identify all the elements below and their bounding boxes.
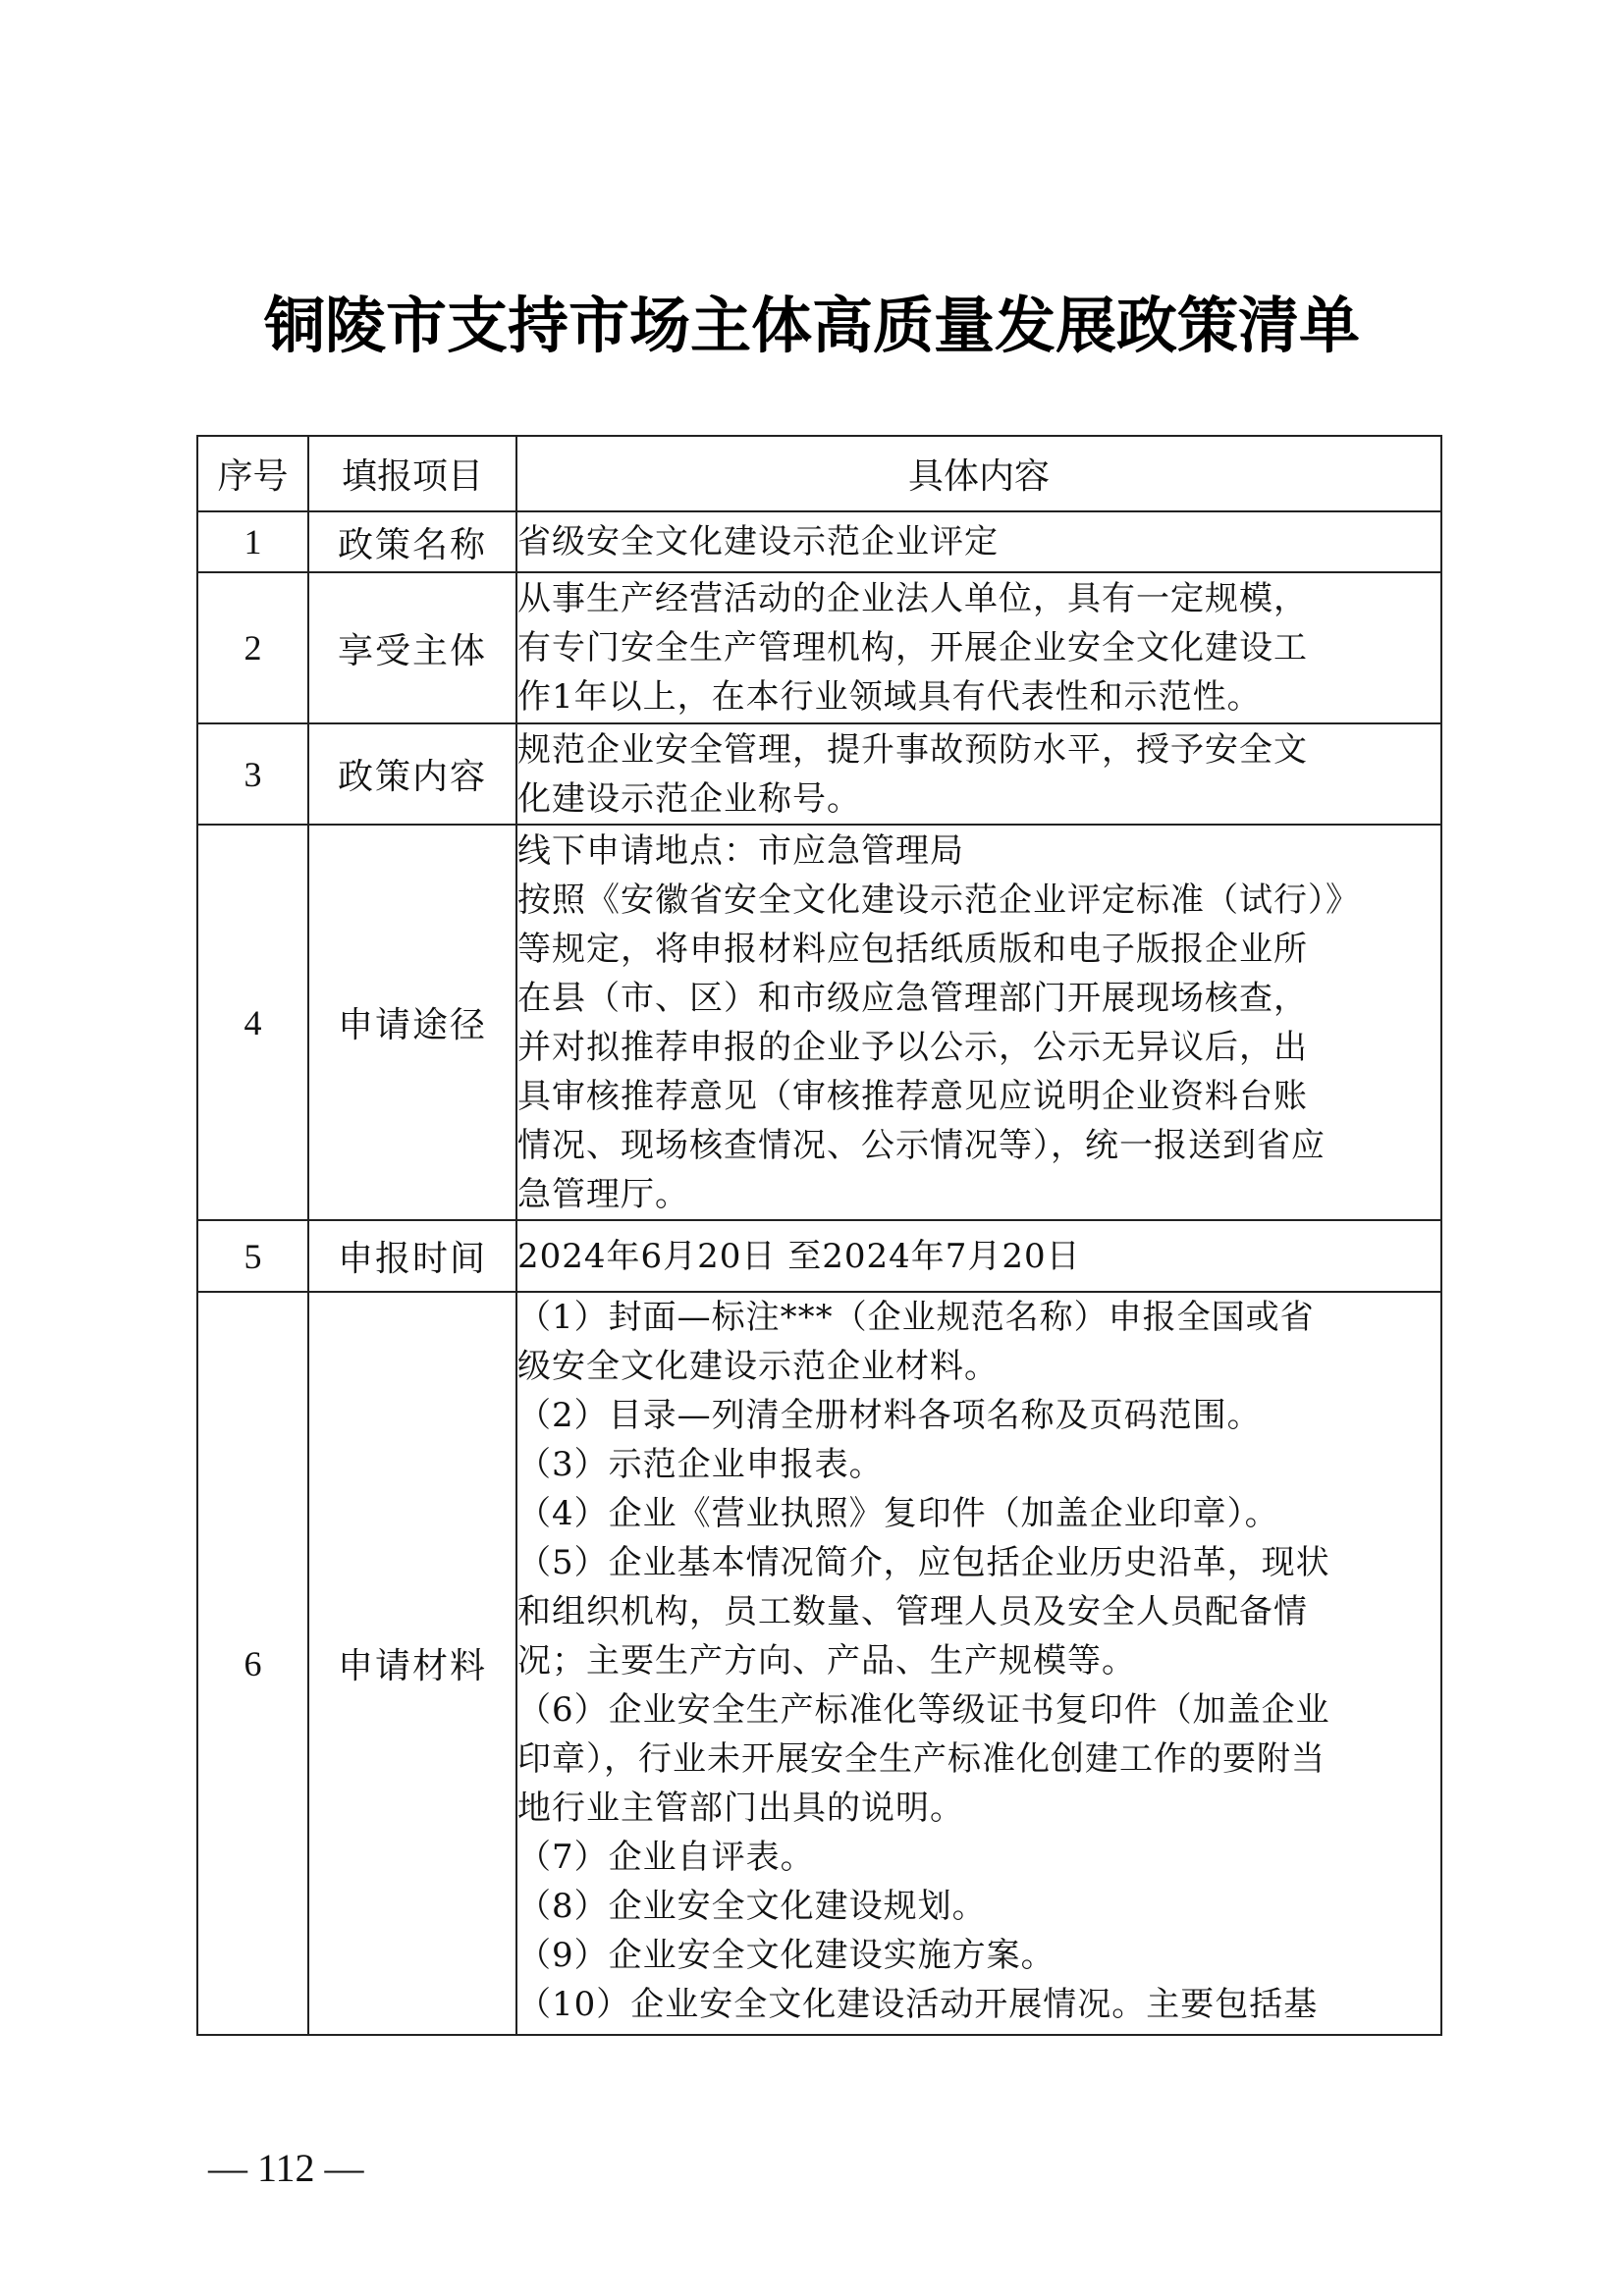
table-row [197, 825, 1441, 1220]
table-row [197, 1292, 1441, 2035]
content-line: 级安全文化建设示范企业材料。 [517, 1347, 999, 1386]
row-content [516, 511, 1441, 572]
content-line: 和组织机构，员工数量、管理人员及安全人员配备情 [517, 1592, 1308, 1631]
content-line: 化建设示范企业称号。 [517, 778, 861, 819]
content-line: （2）目录—列清全册材料各项名称及页码范围。 [517, 1396, 1262, 1435]
document-title: 铜陵市支持市场主体高质量发展政策清单 [263, 290, 1360, 361]
content-line: 情况、现场核查情况、公示情况等），统一报送到省应 [517, 1125, 1326, 1165]
row-content [516, 825, 1441, 1220]
content-line: 省级安全文化建设示范企业评定 [517, 522, 999, 561]
content-line: 作1年以上，在本行业领域具有代表性和示范性。 [517, 677, 1262, 717]
row-content [516, 1220, 1441, 1292]
row-item: 享受主体 [308, 572, 516, 723]
content-line: （8）企业安全文化建设规划。 [517, 1887, 987, 1926]
row-number: 4 [197, 825, 308, 1220]
content-line: （1）封面—标注***（企业规范名称）申报全国或省 [517, 1298, 1315, 1337]
content-line: 具审核推荐意见（审核推荐意见应说明企业资料台账 [517, 1076, 1308, 1116]
content-line: （5）企业基本情况简介，应包括企业历史沿革，现状 [517, 1543, 1330, 1582]
content-line: 况；主要生产方向、产品、生产规模等。 [517, 1641, 1136, 1681]
policy-table [196, 435, 1442, 2036]
table-header-row [197, 436, 1441, 511]
content-line: 地行业主管部门出具的说明。 [517, 1789, 964, 1828]
page-number: — 112 — [208, 2146, 364, 2190]
table-row [197, 723, 1441, 825]
row-number: 2 [197, 572, 308, 723]
row-content [516, 723, 1441, 825]
row-number: 1 [197, 511, 308, 572]
content-line: 有专门安全生产管理机构，开展企业安全文化建设工 [517, 628, 1308, 667]
header-serial-number: 序号 [197, 436, 308, 511]
row-content [516, 1292, 1441, 2035]
content-line: 从事生产经营活动的企业法人单位，具有一定规模， [517, 579, 1308, 618]
content-line: 并对拟推荐申报的企业予以公示，公示无异议后，出 [517, 1027, 1308, 1067]
content-line: 等规定，将申报材料应包括纸质版和电子版报企业所 [517, 929, 1308, 969]
content-line: 印章），行业未开展安全生产标准化创建工作的要附当 [517, 1739, 1326, 1779]
content-line: 按照《安徽省安全文化建设示范企业评定标准（试行）》 [517, 880, 1360, 920]
content-line: （6）企业安全生产标准化等级证书复印件（加盖企业 [517, 1690, 1330, 1730]
content-line: 线下申请地点：市应急管理局 [517, 830, 964, 871]
row-item: 申报时间 [308, 1220, 516, 1292]
row-item: 申请材料 [308, 1292, 516, 2035]
content-line: 规范企业安全管理，提升事故预防水平，授予安全文 [517, 729, 1308, 770]
row-item: 申请途径 [308, 825, 516, 1220]
content-line: （10）企业安全文化建设活动开展情况。主要包括基 [517, 1985, 1319, 2024]
row-number: 5 [197, 1220, 308, 1292]
table-row [197, 572, 1441, 723]
table-row [197, 511, 1441, 572]
row-number: 3 [197, 723, 308, 825]
table-row [197, 1220, 1441, 1292]
header-content: 具体内容 [516, 436, 1441, 511]
content-line: （7）企业自评表。 [517, 1838, 815, 1877]
header-item: 填报项目 [308, 436, 516, 511]
content-line: （3）示范企业申报表。 [517, 1445, 884, 1484]
content-line: （4）企业《营业执照》复印件（加盖企业印章）。 [517, 1494, 1279, 1533]
row-item: 政策名称 [308, 511, 516, 572]
row-content [516, 572, 1441, 723]
content-line: （9）企业安全文化建设实施方案。 [517, 1936, 1056, 1975]
row-number: 6 [197, 1292, 308, 2035]
content-line: 在县（市、区）和市级应急管理部门开展现场核查， [517, 978, 1308, 1018]
content-line: 2024年6月20日 至2024年7月20日 [517, 1236, 1081, 1276]
row-item: 政策内容 [308, 723, 516, 825]
content-line: 急管理厅。 [517, 1174, 689, 1214]
